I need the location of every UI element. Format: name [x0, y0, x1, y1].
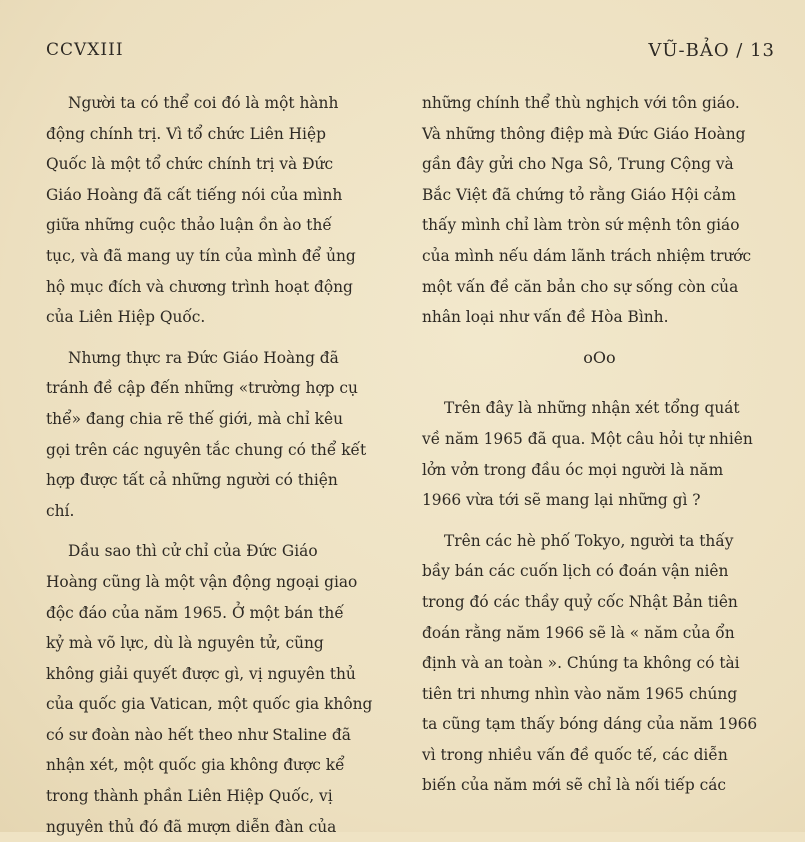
- text-line: Quốc là một tổ chức chính trị và Đức: [46, 155, 334, 174]
- text-line: tránh đề cập đến những «trường hợp cụ: [46, 379, 358, 398]
- text-line: một vấn đề căn bản cho sự sống còn của: [422, 277, 739, 296]
- text-line: ta cũng tạm thấy bóng dáng của năm 1966: [422, 715, 758, 734]
- paragraph: [422, 88, 777, 333]
- text-line: thể» đang chia rẽ thế giới, mà chỉ kêu: [46, 409, 343, 428]
- text-line: của mình nếu dám lãnh trách nhiệm trước: [422, 246, 752, 265]
- text-line: của quốc gia Vatican, một quốc gia không: [46, 695, 373, 714]
- text-line: hợp được tất cả những người có thiện: [46, 471, 338, 490]
- text-line: biến của năm mới sẽ chỉ là nối tiếp các: [422, 776, 727, 795]
- text-line: nhận xét, một quốc gia không được kể: [46, 756, 345, 775]
- text-line: thấy mình chỉ làm tròn sứ mệnh tôn giáo: [422, 216, 740, 235]
- text-line: Hoàng cũng là một vận động ngoại giao: [46, 572, 358, 591]
- text-line: giữa những cuộc thảo luận ồn ào thế: [46, 216, 332, 235]
- text-line: chí.: [46, 501, 75, 520]
- text-line: trong đó các thầy quỷ cốc Nhật Bản tiên: [422, 592, 738, 611]
- text-line: độc đáo của năm 1965. Ở một bán thế: [46, 603, 344, 622]
- text-line: kỷ mà võ lực, dù là nguyên tử, cũng: [46, 634, 324, 653]
- text-line: vì trong nhiều vấn đề quốc tế, các diễn: [422, 745, 728, 764]
- text-line: gần đây gửi cho Nga Sô, Trung Cộng và: [422, 155, 734, 174]
- left-column: [46, 88, 398, 842]
- text-line: 1966 vừa tới sẽ mang lại những gì ?: [422, 491, 701, 510]
- paragraph: [46, 536, 398, 842]
- text-line: nhân loại như vấn đề Hòa Bình.: [422, 308, 669, 327]
- text-line: Dầu sao thì cử chỉ của Đức Giáo: [68, 542, 318, 561]
- text-line: tục, và đã mang uy tín của mình để ủng: [46, 246, 356, 265]
- text-line: về năm 1965 đã qua. Một câu hỏi tự nhiên: [422, 429, 753, 448]
- right-column: [422, 88, 777, 801]
- page-header-right: VŨ-BẢO / 13: [648, 40, 775, 61]
- text-line: những chính thể thù nghịch với tôn giáo.: [422, 94, 740, 112]
- text-line: đoán rằng năm 1966 sẽ là « năm của ổn: [422, 623, 735, 642]
- text-line: trong thành phần Liên Hiệp Quốc, vị: [46, 787, 333, 806]
- text-line: gọi trên các nguyên tắc chung có thể kết: [46, 440, 367, 459]
- text-line: bầy bán các cuốn lịch có đoán vận niên: [422, 562, 729, 581]
- text-line: Và những thông điệp mà Đức Giáo Hoàng: [422, 124, 746, 143]
- paragraph: [422, 393, 777, 515]
- text-line: định và an toàn ». Chúng ta không có tài: [422, 654, 740, 673]
- paragraph: [46, 88, 398, 333]
- text-line: tiên tri nhưng nhìn vào năm 1965 chúng: [422, 684, 738, 703]
- text-line: Trên đây là những nhận xét tổng quát: [444, 399, 740, 418]
- text-line: Giáo Hoàng đã cất tiếng nói của mình: [46, 185, 343, 204]
- section-separator: oOo: [583, 347, 616, 367]
- text-line: hộ mục đích và chương trình hoạt động: [46, 277, 353, 296]
- text-line: lởn vởn trong đầu óc mọi người là năm: [422, 460, 724, 479]
- paragraph: [46, 343, 398, 527]
- text-line: không giải quyết được gì, vị nguyên thủ: [46, 664, 356, 683]
- text-line: Bắc Việt đã chứng tỏ rằng Giáo Hội cảm: [422, 185, 736, 204]
- paragraph: [422, 526, 777, 801]
- text-line: động chính trị. Vì tổ chức Liên Hiệp: [46, 124, 326, 143]
- text-line: nguyên thủ đó đã mượn diễn đàn của: [46, 817, 337, 836]
- text-line: Trên các hè phố Tokyo, người ta thấy: [444, 531, 734, 550]
- text-line: Người ta có thể coi đó là một hành: [68, 94, 339, 112]
- page-header-left: CCVXIII: [46, 40, 124, 60]
- text-line: có sư đoàn nào hết theo như Staline đã: [46, 725, 351, 744]
- text-line: của Liên Hiệp Quốc.: [46, 308, 206, 327]
- text-line: Nhưng thực ra Đức Giáo Hoàng đã: [68, 348, 339, 367]
